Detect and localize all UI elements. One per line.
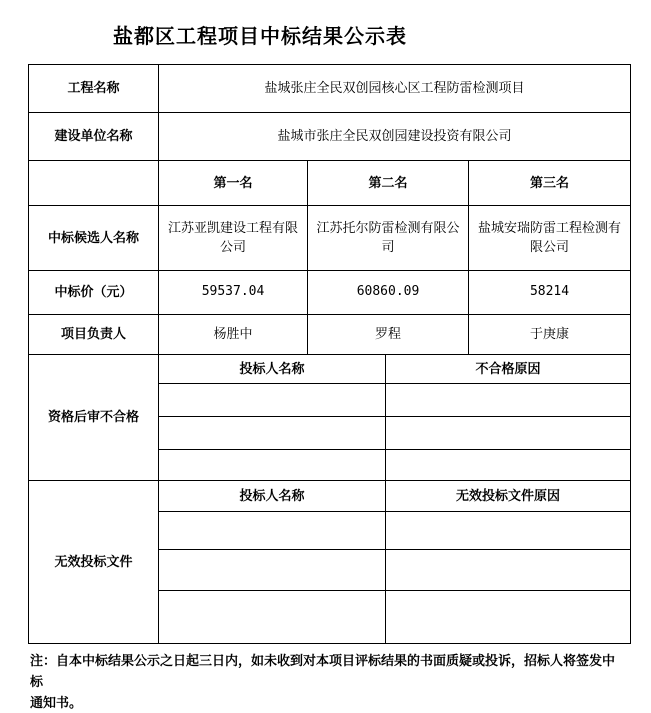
price-third: 58214: [469, 271, 631, 315]
page-title: 盐都区工程项目中标结果公示表: [113, 26, 407, 48]
qualification-reason-empty-cell: [386, 417, 631, 450]
project-name-label: 工程名称: [29, 65, 159, 113]
table-row: [29, 113, 631, 161]
rank-third-header: 第三名: [469, 161, 631, 206]
price-second: 60860.09: [308, 271, 469, 315]
invalid-bidder-header: 投标人名称: [159, 481, 386, 512]
owner-name-value: 盐城市张庄全民双创园建设投资有限公司: [159, 113, 631, 161]
manager-second: 罗程: [308, 315, 469, 355]
footer-note-line-2: 通知书。: [30, 694, 83, 710]
table-row: [29, 65, 631, 113]
qualification-reason-empty-cell: [386, 384, 631, 417]
invalid-reason-empty-cell: [386, 550, 631, 591]
qualification-review-label: 资格后审不合格: [29, 355, 159, 481]
qualification-reason-header: 不合格原因: [386, 355, 631, 384]
table-row: [29, 161, 631, 206]
table-row: [29, 481, 631, 512]
invalid-reason-empty-cell: [386, 512, 631, 550]
qualification-bidder-header: 投标人名称: [159, 355, 386, 384]
invalid-reason-empty-cell: [386, 591, 631, 644]
rank-header-empty-cell: [29, 161, 159, 206]
table-row: [29, 315, 631, 355]
rank-second-header: 第二名: [308, 161, 469, 206]
invalid-bids-label: 无效投标文件: [29, 481, 159, 644]
qualification-bidder-empty-cell: [159, 417, 386, 450]
footer-note: [30, 651, 622, 713]
manager-first: 杨胜中: [159, 315, 308, 355]
rank-first-header: 第一名: [159, 161, 308, 206]
owner-name-label: 建设单位名称: [29, 113, 159, 161]
invalid-bidder-empty-cell: [159, 512, 386, 550]
qualification-bidder-empty-cell: [159, 450, 386, 481]
price-label: 中标价（元）: [29, 271, 159, 315]
table-row: [29, 355, 631, 384]
bid-result-table: [28, 64, 631, 644]
table-row: [29, 206, 631, 271]
footer-note-line-1: 注：自本中标结果公示之日起三日内，如未收到对本项目评标结果的书面质疑或投诉，招标人将签发中标: [30, 653, 616, 689]
project-name-value: 盐城张庄全民双创园核心区工程防雷检测项目: [159, 65, 631, 113]
qualification-reason-empty-cell: [386, 450, 631, 481]
manager-label: 项目负责人: [29, 315, 159, 355]
price-first: 59537.04: [159, 271, 308, 315]
candidate-second: 江苏托尔防雷检测有限公司: [308, 206, 469, 271]
candidate-third: 盐城安瑞防雷工程检测有限公司: [469, 206, 631, 271]
candidate-first: 江苏亚凯建设工程有限公司: [159, 206, 308, 271]
invalid-bidder-empty-cell: [159, 550, 386, 591]
invalid-reason-header: 无效投标文件原因: [386, 481, 631, 512]
qualification-bidder-empty-cell: [159, 384, 386, 417]
manager-third: 于庚康: [469, 315, 631, 355]
candidates-label: 中标候选人名称: [29, 206, 159, 271]
table-row: [29, 271, 631, 315]
invalid-bidder-empty-cell: [159, 591, 386, 644]
